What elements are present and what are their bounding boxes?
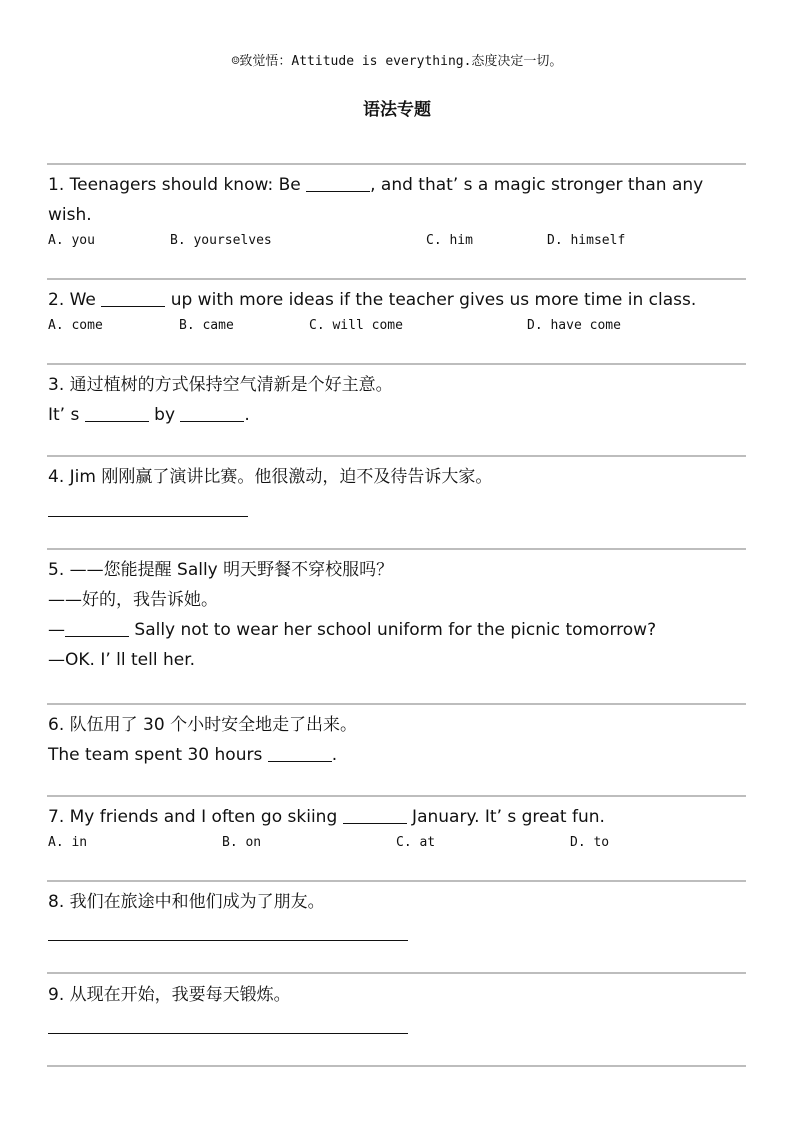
divider: [47, 455, 746, 457]
answer-line[interactable]: [48, 940, 408, 941]
answer-blank[interactable]: [180, 403, 244, 422]
divider: [47, 163, 746, 165]
option-a[interactable]: A. come: [48, 318, 103, 333]
question-7: 7. My friends and I often go skiing January. It’ s great fun.: [48, 807, 605, 827]
page-title: 语法专题: [363, 100, 431, 120]
answer-blank[interactable]: [306, 173, 370, 192]
answer-blank[interactable]: [343, 805, 407, 824]
question-4: 4. Jim 刚刚赢了演讲比赛。他很激动，迫不及待告诉大家。: [48, 467, 493, 487]
divider: [47, 795, 746, 797]
answer-blank[interactable]: [268, 743, 332, 762]
option-c[interactable]: C. him: [426, 233, 473, 248]
question-2-options: [48, 318, 738, 338]
question-1: 1. Teenagers should know: Be , and that’ s a magic stronger than any wish.: [48, 175, 704, 225]
answer-blank[interactable]: [65, 618, 129, 637]
answer-line[interactable]: [48, 516, 248, 517]
option-d[interactable]: D. to: [570, 835, 610, 850]
divider: [47, 278, 746, 280]
question-2: 2. We up with more ideas if the teacher gives us more time in class.: [48, 290, 697, 310]
page-header-motto: ☺致觉悟：Attitude is everything.态度决定一切。: [231, 54, 563, 69]
option-a[interactable]: A. in: [48, 835, 88, 850]
answer-line[interactable]: [48, 1033, 408, 1034]
divider: [47, 880, 746, 882]
divider: [47, 548, 746, 550]
divider: [47, 703, 746, 705]
question-8: 8. 我们在旅途中和他们成为了朋友。: [48, 892, 325, 912]
question-3: 3. 通过植树的方式保持空气清新是个好主意。 It’ s by .: [48, 375, 393, 425]
option-b[interactable]: B. on: [222, 835, 262, 850]
option-b[interactable]: B. yourselves: [170, 233, 272, 248]
answer-blank[interactable]: [101, 288, 165, 307]
question-9: 9. 从现在开始，我要每天锻炼。: [48, 985, 291, 1005]
option-d[interactable]: D. have come: [527, 318, 621, 333]
question-1-options: [48, 233, 738, 253]
question-6: 6. 队伍用了 30 个小时安全地走了出来。 The team spent 30 hours .: [48, 715, 358, 765]
divider: [47, 363, 746, 365]
option-d[interactable]: D. himself: [547, 233, 626, 248]
option-c[interactable]: C. at: [396, 835, 436, 850]
answer-blank[interactable]: [85, 403, 149, 422]
divider: [47, 972, 746, 974]
question-5: 5. ——您能提醒 Sally 明天野餐不穿校服吗？ ——好的，我告诉她。 — Sally not to wear her school uniform for the picnic tomorrow? —OK. I’ ll tell her.: [48, 560, 657, 670]
option-a[interactable]: A. you: [48, 233, 95, 248]
divider: [47, 1065, 746, 1067]
option-b[interactable]: B. came: [179, 318, 234, 333]
option-c[interactable]: C. will come: [309, 318, 403, 333]
question-7-options: [48, 835, 738, 855]
